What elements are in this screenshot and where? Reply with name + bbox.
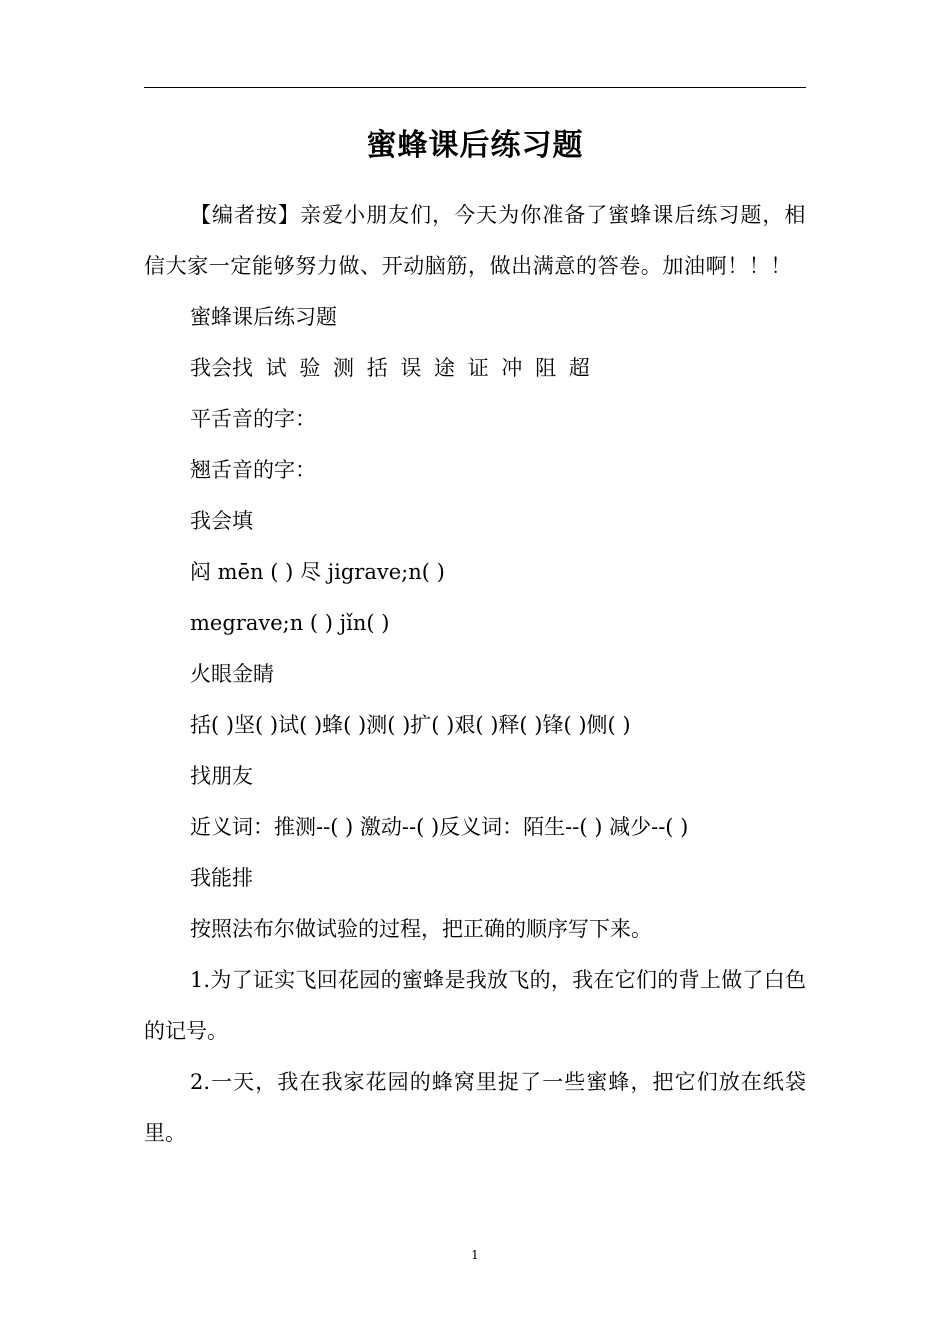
fill-line-1: 闷 mēn ( ) 尽 jigrave;n( ) xyxy=(190,560,445,584)
fill-heading: 我会填 xyxy=(190,509,253,533)
flat-tongue-prompt: 平舌音的字： xyxy=(190,407,316,431)
ordering-heading: 我能排 xyxy=(190,866,253,890)
page-number: 1 xyxy=(471,1248,479,1262)
retroflex-prompt: 翘舌音的字： xyxy=(190,458,316,482)
document-body xyxy=(144,190,806,1159)
header-rule xyxy=(144,87,806,88)
ordering-instruction: 按照法布尔做试验的过程，把正确的顺序写下来。 xyxy=(190,917,652,941)
ordering-item-1: 1.为了证实飞回花园的蜜蜂是我放飞的，我在它们的背上做了白色的记号。 xyxy=(144,968,806,1043)
ordering-item-2: 2.一天，我在我家花园的蜂窝里捉了一些蜜蜂，把它们放在纸袋里。 xyxy=(144,1070,806,1145)
find-characters-line: 我会找 试 验 测 括 误 途 证 冲 阻 超 xyxy=(190,356,590,380)
section-heading: 蜜蜂课后练习题 xyxy=(190,305,337,329)
fill-line-2: megrave;n ( ) jǐn( ) xyxy=(190,611,390,635)
synonyms-antonyms-line: 近义词：推测--( ) 激动--( )反义词：陌生--( ) 减少--( ) xyxy=(190,815,689,839)
document-title: 蜜蜂课后练习题 xyxy=(366,128,584,163)
find-friends-heading: 找朋友 xyxy=(190,764,253,788)
character-groups-line: 括( )坚( )试( )蜂( )测( )扩( )艰( )释( )锋( )侧( ) xyxy=(190,713,631,737)
sharp-eyes-heading: 火眼金睛 xyxy=(190,662,274,686)
editor-note-paragraph: 【编者按】亲爱小朋友们，今天为你准备了蜜蜂课后练习题，相信大家一定能够努力做、开动脑筋，做出满意的答卷。加油啊！！！ xyxy=(144,203,806,278)
